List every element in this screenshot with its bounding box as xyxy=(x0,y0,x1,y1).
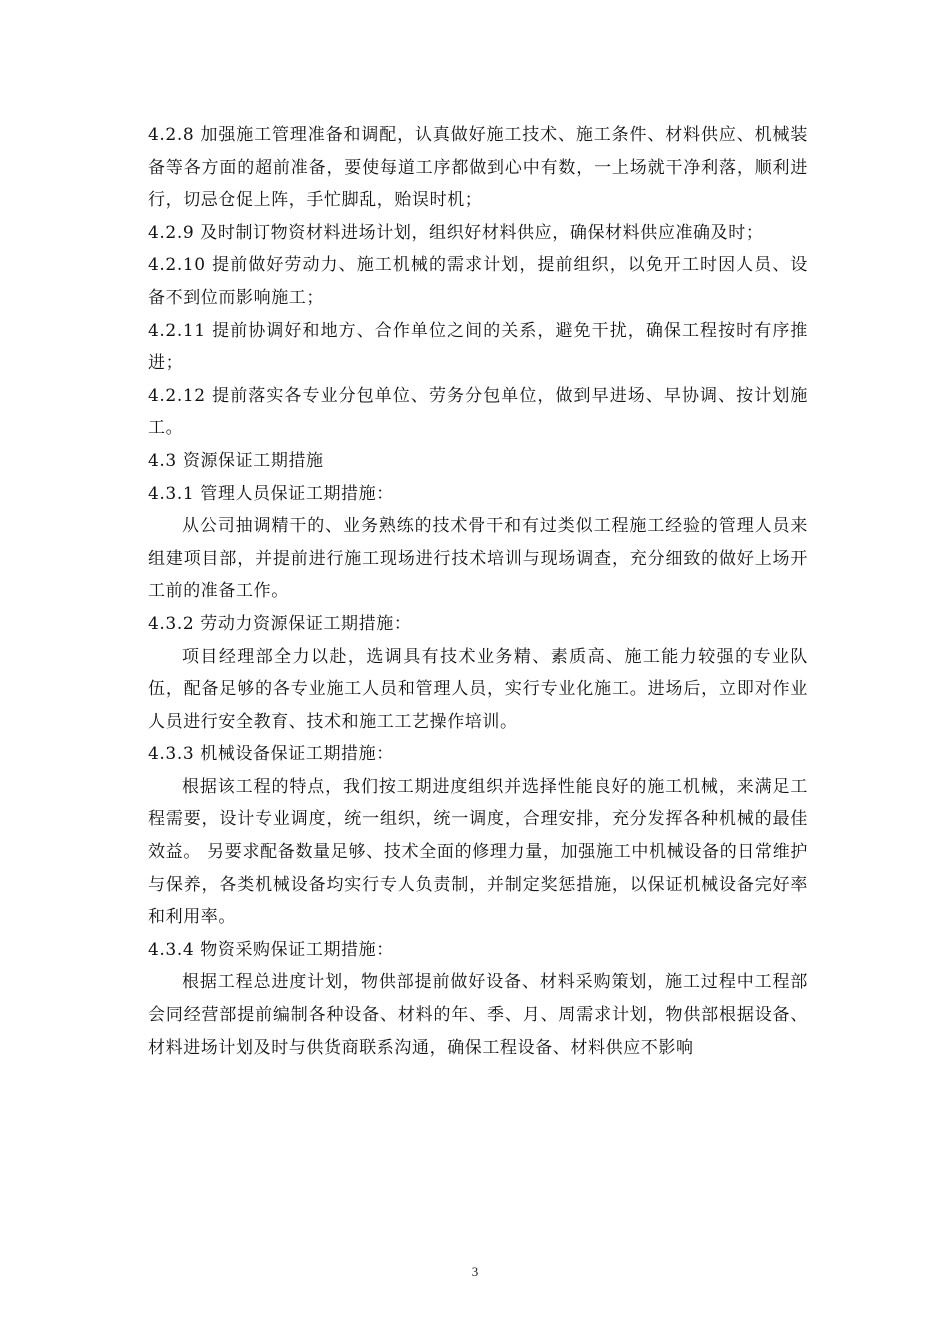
body-paragraph-procurement: 根据工程总进度计划，物供部提前做好设备、材料采购策划，施工过程中工程部会同经营部提前编制各种设备、材料的年、季、月、周需求计划，物供部根据设备、材料进场计划及时与供货商联系沟通，确保工程设备、材料供应不影响 xyxy=(148,972,808,1058)
subheading-4-3-3: 4.3.3 机械设备保证工期措施： xyxy=(148,744,394,765)
paragraph-4-2-10: 4.2.10 提前做好劳动力、施工机械的需求计划，提前组织，以免开工时因人员、设备不到位而影响施工； xyxy=(148,255,808,308)
subheading-4-3-4: 4.3.4 物资采购保证工期措施： xyxy=(148,939,394,960)
subheading-4-3-2: 4.3.2 劳动力资源保证工期措施： xyxy=(148,613,412,634)
page-number: 3 xyxy=(471,1264,479,1279)
subheading-4-3-1: 4.3.1 管理人员保证工期措施： xyxy=(148,483,394,504)
paragraph-4-2-8: 4.2.8 加强施工管理准备和调配，认真做好施工技术、施工条件、材料供应、机械装备等各方面的超前准备，要使每道工序都做到心中有数，一上场就干净利落，顺利进行，切忌仓促上阵，手忙脚乱，贻误时机； xyxy=(148,125,808,211)
paragraph-4-2-11: 4.2.11 提前协调好和地方、合作单位之间的关系，避免干扰，确保工程按时有序推进； xyxy=(148,320,808,374)
document-body xyxy=(148,119,808,1064)
section-heading-4-3: 4.3 资源保证工期措施 xyxy=(148,450,324,471)
body-paragraph-machinery: 根据该工程的特点，我们按工期进度组织并选择性能良好的施工机械，来满足工程需要，设计专业调度，统一组织，统一调度，合理安排，充分发挥各种机械的最佳效益。 另要求配备数量足够、技术全面的修理力量，加强施工中机械设备的日常维护与保养，各类机械设备均实行专人负责制，并制定奖惩措施，以保证机械设备完好率和利用率。 xyxy=(148,776,808,928)
paragraph-4-2-12: 4.2.12 提前落实各专业分包单位、劳务分包单位，做到早进场、早协调、按计划施工。 xyxy=(148,385,808,439)
body-paragraph-labor: 项目经理部全力以赴，选调具有技术业务精、素质高、施工能力较强的专业队伍，配备足够的各专业施工人员和管理人员，实行专业化施工。进场后，立即对作业人员进行安全教育、技术和施工工艺操作培训。 xyxy=(148,646,808,732)
body-paragraph-management: 从公司抽调精干的、业务熟练的技术骨干和有过类似工程施工经验的管理人员来组建项目部，并提前进行施工现场进行技术培训与现场调查，充分细致的做好上场开工前的准备工作。 xyxy=(148,516,808,602)
paragraph-4-2-9: 4.2.9 及时制订物资材料进场计划，组织好材料供应，确保材料供应准确及时； xyxy=(148,222,764,243)
